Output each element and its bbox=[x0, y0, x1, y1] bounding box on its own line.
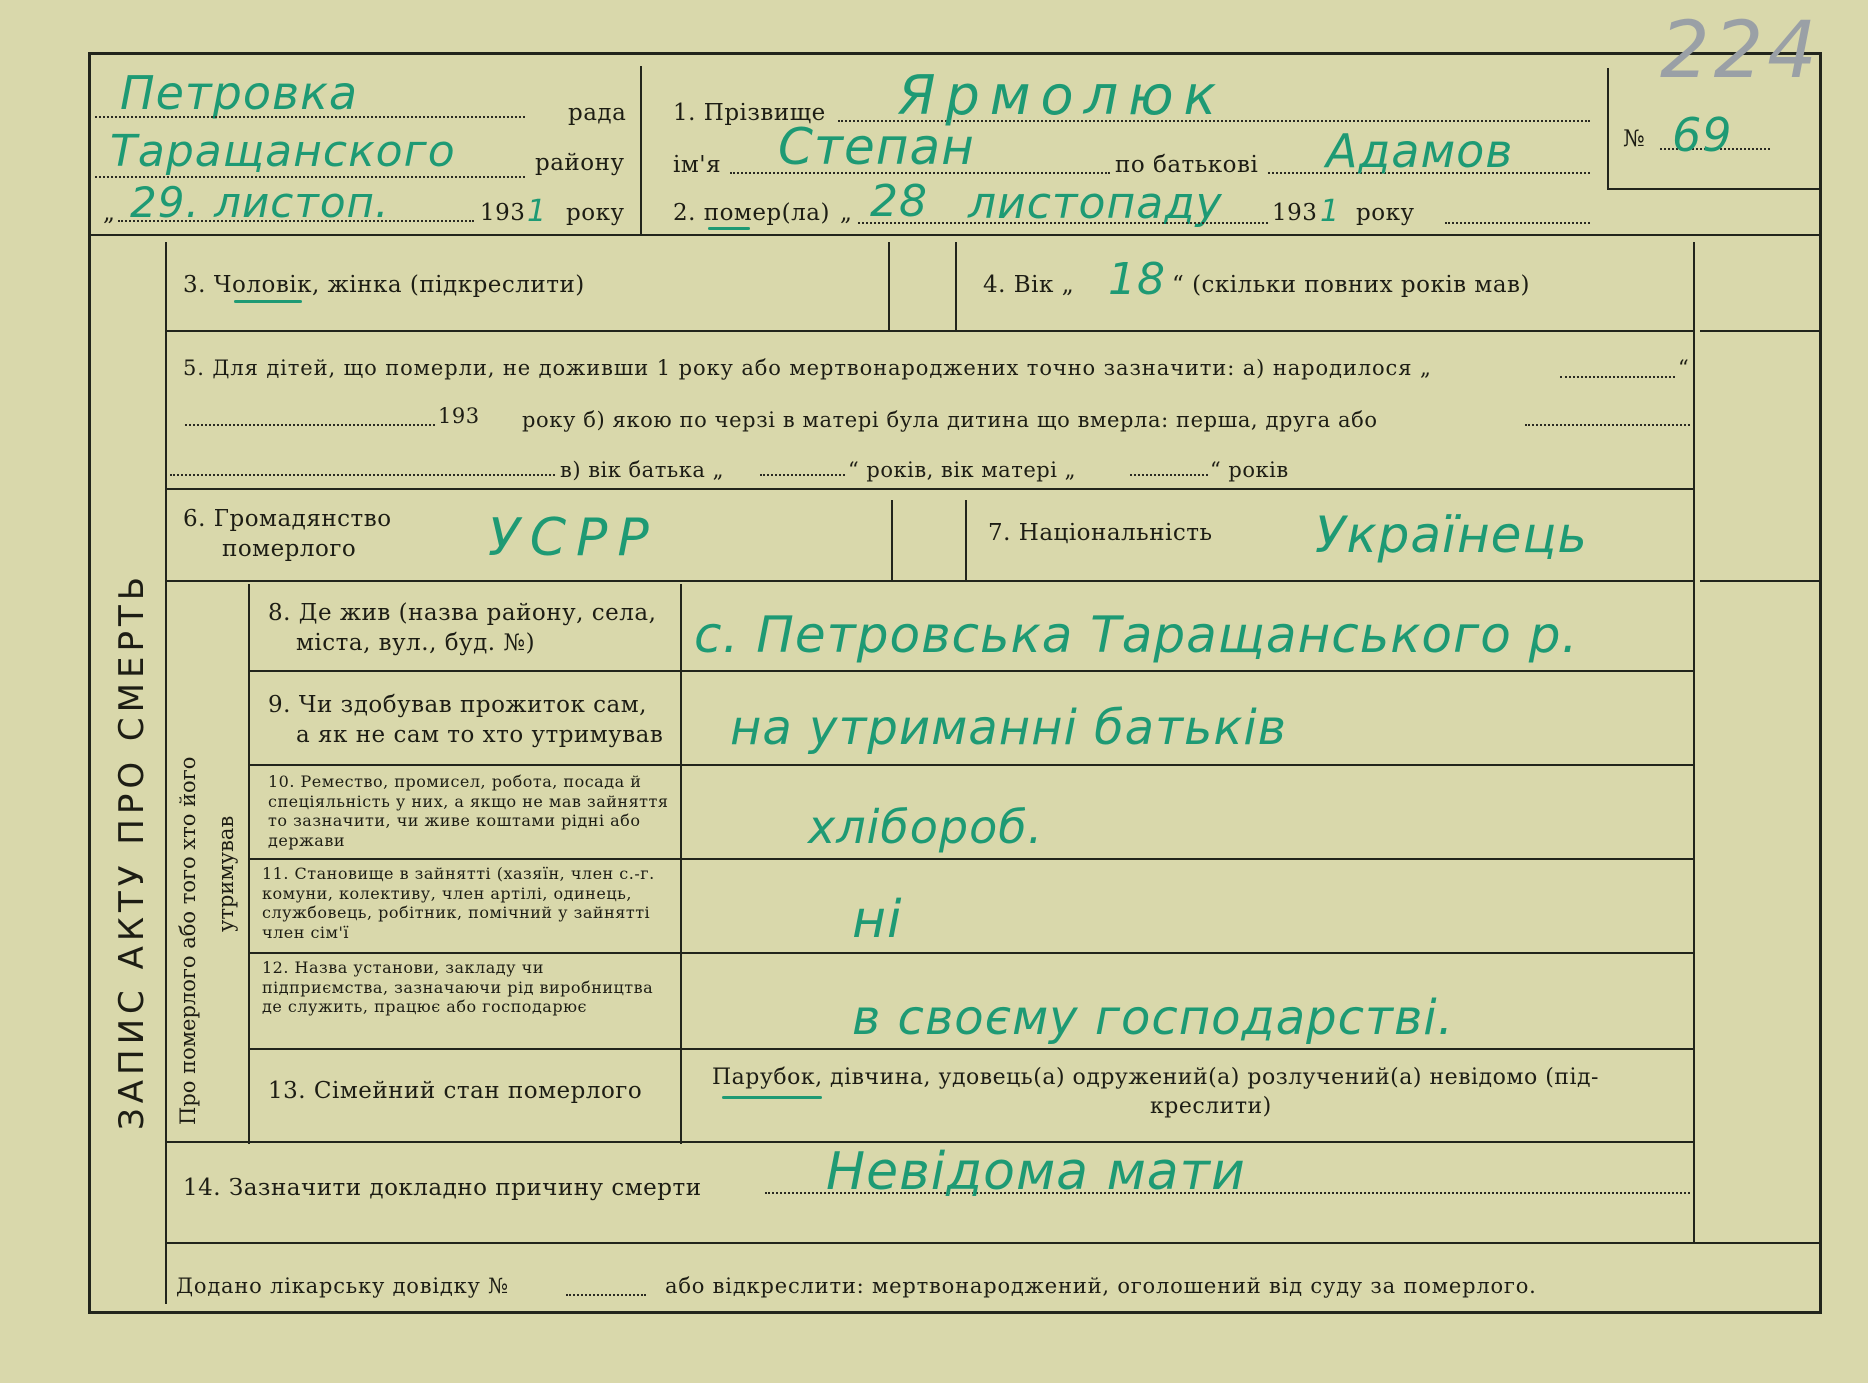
inner-right bbox=[1693, 242, 1695, 1242]
children-line-2: року б) якою по черзі в матері була дитина що вмерла: перша, друга або bbox=[522, 408, 1378, 432]
children-line-1: 5. Для дітей, що померли, не доживши 1 року або мертвонароджених точно зазначити: а) народилося „ bbox=[183, 356, 1432, 380]
row-sep-9 bbox=[248, 764, 1693, 766]
header-year-prefix: 193 bbox=[480, 200, 526, 226]
died-year-digit: 1 bbox=[1320, 194, 1341, 229]
row-sep-11 bbox=[248, 952, 1693, 954]
livelihood-label-2: а як не сам то хто утримував bbox=[296, 722, 664, 748]
livelihood-value: на утриманні батьків bbox=[730, 700, 1287, 756]
residence-value: с. Петровська Таращанського р. bbox=[694, 606, 1579, 664]
sex-underline bbox=[234, 300, 302, 303]
occupation-label: 10. Ремество, промисел, робота, посада й спеціяльність у них, а якщо не мав зайняття то зазначити, чи живе коштами рідні або держави bbox=[268, 772, 669, 850]
col-sep-3-4 bbox=[888, 242, 890, 330]
livelihood-label-1: 9. Чи здобував прожиток сам, bbox=[268, 692, 647, 718]
occupation-value: хлібороб. bbox=[808, 800, 1044, 854]
district-label: району bbox=[535, 150, 625, 176]
name-label: ім'я bbox=[673, 152, 722, 178]
date-open-quote: „ bbox=[103, 200, 116, 226]
cause-label: 14. Зазначити докладно причину смерти bbox=[183, 1175, 702, 1201]
citizenship-label-2: померлого bbox=[222, 536, 357, 562]
council-value: Петровка bbox=[120, 66, 359, 120]
children-year: 193 bbox=[438, 404, 480, 428]
record-box-bottom bbox=[1607, 188, 1819, 190]
inner-left bbox=[165, 242, 167, 1304]
residence-label-2: міста, вул., буд. №) bbox=[296, 630, 536, 656]
header-divider bbox=[640, 66, 642, 234]
position-value: ні bbox=[852, 890, 903, 950]
frame-bottom bbox=[88, 1311, 1822, 1314]
col-sep-6-7 bbox=[891, 500, 893, 580]
children-line-3b: “ років, вік матері „ bbox=[848, 458, 1076, 482]
died-underline bbox=[708, 227, 750, 230]
header-year-label: року bbox=[566, 200, 625, 226]
age-value: 18 bbox=[1108, 254, 1166, 305]
council-label: рада bbox=[568, 100, 627, 126]
employer-value: в своєму господарстві. bbox=[852, 990, 1454, 1046]
children-line-3c: “ років bbox=[1210, 458, 1289, 482]
cause-value: Невідома мати bbox=[826, 1142, 1246, 1202]
record-number-label: № bbox=[1623, 126, 1646, 152]
employer-label: 12. Назва установи, закладу чи підприємства, зазначаючи рід виробництва де служить, працює або господарює bbox=[262, 958, 654, 1017]
age-label-prefix: 4. Вік „ bbox=[983, 272, 1075, 298]
died-tail-line bbox=[1445, 222, 1590, 224]
died-date-line bbox=[858, 222, 1268, 224]
vertical-title: ЗАПИС АКТУ ПРО СМЕРТЬ bbox=[112, 571, 152, 1130]
footer-text-a: Додано лікарську довідку № bbox=[176, 1274, 509, 1298]
side-group-label-2: утримував bbox=[214, 815, 238, 932]
children-order-line bbox=[1525, 424, 1690, 426]
side-col-sep bbox=[248, 584, 250, 1144]
marital-options: Парубок, дівчина, удовець(а) одружений(а) розлучений(а) невідомо (під- bbox=[712, 1065, 1599, 1090]
father-age-line bbox=[760, 474, 845, 476]
children-line-3a: в) вік батька „ bbox=[560, 458, 724, 482]
surname-value: Ярмолюк bbox=[898, 64, 1227, 127]
citizenship-label-1: 6. Громадянство bbox=[183, 506, 392, 532]
row-sep-8 bbox=[248, 670, 1693, 672]
frame-left bbox=[88, 52, 91, 1314]
right-margin-tick-1 bbox=[1700, 330, 1819, 332]
row-sep-14 bbox=[165, 1242, 1819, 1244]
row-sep-3 bbox=[165, 330, 1693, 332]
died-open-quote: „ bbox=[840, 200, 853, 226]
sex-label: 3. Чоловік, жінка (підкреслити) bbox=[183, 272, 585, 298]
name-value: Степан bbox=[778, 118, 975, 176]
nationality-label: 7. Національність bbox=[988, 520, 1213, 546]
died-year-prefix: 193 bbox=[1272, 200, 1318, 226]
children-line-1-end: “ bbox=[1678, 356, 1690, 380]
record-box-left bbox=[1607, 68, 1609, 188]
patronymic-label: по батькові bbox=[1115, 152, 1259, 178]
date-line bbox=[118, 220, 474, 222]
row-sep-12 bbox=[248, 1048, 1693, 1050]
mother-age-line bbox=[1130, 474, 1208, 476]
record-number-value: 69 bbox=[1672, 108, 1733, 162]
nationality-value: Українець bbox=[1315, 506, 1588, 564]
residence-label-1: 8. Де жив (назва району, села, bbox=[268, 600, 657, 626]
marital-options-end: креслити) bbox=[1150, 1094, 1272, 1119]
row-sep-6 bbox=[165, 580, 1693, 582]
surname-label: 1. Прізвище bbox=[673, 100, 826, 126]
citizenship-value: УСРР bbox=[488, 508, 659, 568]
header-bottom-rule bbox=[88, 234, 1822, 236]
marital-underline bbox=[722, 1096, 822, 1099]
council-line bbox=[95, 116, 525, 118]
patronymic-value: Адамов bbox=[1326, 124, 1514, 178]
row-sep-10 bbox=[248, 858, 1693, 860]
died-day: 28 bbox=[870, 176, 928, 227]
age-label-suffix: “ (скільки повних років мав) bbox=[1172, 272, 1530, 298]
side-group-label-1: Про померлого або того хто його bbox=[176, 756, 200, 1125]
children-line-3-lead bbox=[170, 474, 555, 476]
label-col-sep bbox=[680, 584, 682, 1144]
date-value: 29. листоп. bbox=[130, 178, 390, 227]
frame-right bbox=[1819, 52, 1822, 1314]
marital-label: 13. Сімейний стан померлого bbox=[268, 1078, 643, 1104]
died-month: листопаду bbox=[968, 178, 1223, 229]
children-birth-line bbox=[1560, 376, 1675, 378]
col-sep-6-7b bbox=[965, 500, 967, 580]
position-label: 11. Становище в зайнятті (хазяїн, член с.-г. комуни, колективу, член артілі, одинець, службовець, робітник, помічний у зайнятті член сім'ї bbox=[262, 864, 655, 942]
certificate-number-line bbox=[566, 1294, 646, 1296]
frame-top bbox=[88, 52, 1822, 55]
col-sep-3-4b bbox=[955, 242, 957, 330]
died-year-label: року bbox=[1356, 200, 1415, 226]
right-margin-tick-2 bbox=[1700, 580, 1819, 582]
died-label: 2. помер(ла) bbox=[673, 200, 830, 226]
district-value: Таращанского bbox=[110, 126, 456, 177]
archive-number: 224 bbox=[1660, 6, 1821, 96]
row-sep-5 bbox=[165, 488, 1693, 490]
header-year-digit: 1 bbox=[527, 194, 548, 229]
children-year-line bbox=[185, 424, 435, 426]
footer-text-b: або відкреслити: мертвонароджений, оголошений від суду за померлого. bbox=[665, 1274, 1537, 1298]
